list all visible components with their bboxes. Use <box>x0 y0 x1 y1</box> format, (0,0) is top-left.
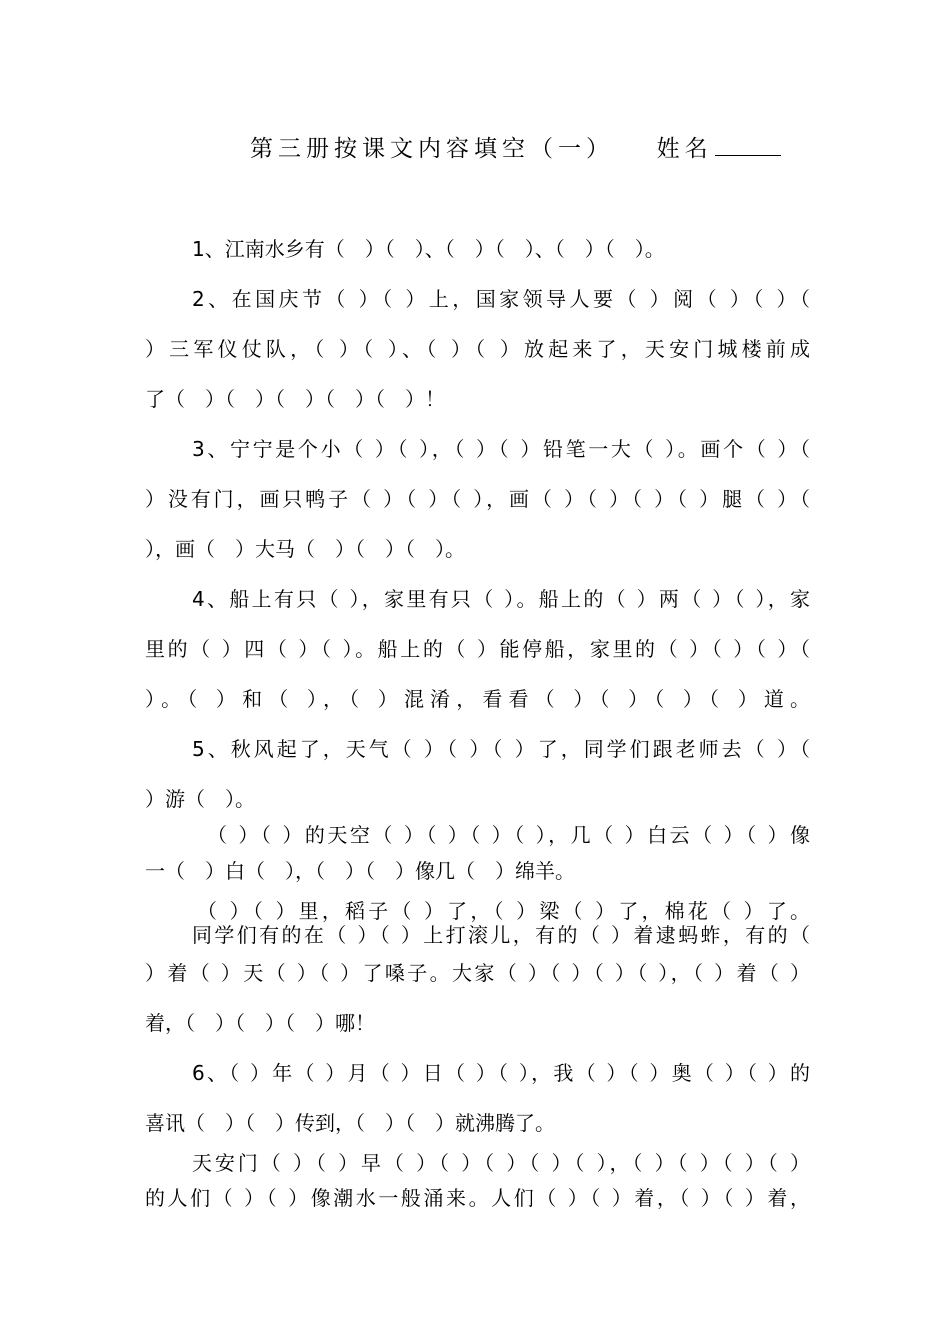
title-text: 第三册按课文内容填空（一） <box>250 136 614 162</box>
text-line: 的人们（ ）（ ）像潮水一般涌来。人们（ ）（ ）着，（ ）（ ）着， <box>145 1186 810 1210</box>
text-line: ）没有门，画只鸭子（ ）（ ）（ ），画（ ）（ ）（ ）（ ）腿（ ）（ <box>145 487 810 511</box>
text-line: 着，（ ）（ ）（ ）哪！ <box>145 1011 375 1035</box>
text-line: 一（ ）白（ ），（ ）（ ）像几（ ）绵羊。 <box>145 859 575 883</box>
text-line: （ ）（ ）里，稻子（ ）了，（ ）梁（ ）了，棉花（ ）了。 <box>197 899 810 923</box>
text-line: （ ）（ ）的天空（ ）（ ）（ ）（ ），几（ ）白云（ ）（ ）像 <box>207 823 810 847</box>
text-line: 6、（ ）年（ ）月（ ）日（ ）（ ），我（ ）（ ）奥（ ）（ ）的 <box>192 1061 810 1085</box>
text-line: 4、船上有只（ ），家里有只（ ）。船上的（ ）两（ ）（ ），家 <box>192 587 810 611</box>
text-line: 2、在国庆节（ ）（ ）上，国家领导人要（ ）阅（ ）（ ）（ <box>192 287 810 311</box>
text-line: 1、江南水乡有（ ）（ ）、（ ）（ ）、（ ）（ ）。 <box>192 237 665 261</box>
text-line: 天安门（ ）（ ）早（ ）（ ）（ ）（ ）（ ），（ ）（ ）（ ）（ ） <box>192 1151 810 1175</box>
text-line: ），画（ ）大马（ ）（ ）（ ）。 <box>145 537 465 561</box>
name-label: 姓名 <box>656 136 713 162</box>
text-line: 里的（ ）四（ ）（ ）。船上的（ ）能停船，家里的（ ）（ ）（ ）（ <box>145 637 810 661</box>
text-line: 3、宁宁是个小（ ）（ ），（ ）（ ）铅笔一大（ ）。画个（ ）（ <box>192 437 810 461</box>
text-line: 5、秋风起了，天气（ ）（ ）（ ）了，同学们跟老师去（ ）（ <box>192 737 810 761</box>
text-line: ）三军仪仗队，（ ）（ ）、（ ）（ ）放起来了，天安门城楼前成 <box>145 337 810 361</box>
page-title <box>250 130 781 163</box>
text-line: 喜讯（ ）（ ）传到，（ ）（ ）就沸腾了。 <box>145 1111 555 1135</box>
text-line: ）游（ ）。 <box>145 787 255 811</box>
text-line: ）着（ ）天（ ）（ ）了嗓子。大家（ ）（ ）（ ）（ ），（ ）着（ ） <box>145 961 810 985</box>
text-line: 了（ ）（ ）（ ）（ ）（ ）！ <box>145 387 445 411</box>
text-line: 同学们有的在（ ）（ ）上打滚儿，有的（ ）着逮蚂蚱，有的（ <box>192 923 810 947</box>
text-line: ）。（ ）和（ ），（ ）混淆，看看（ ）（ ）（ ）（ ）道。 <box>145 687 810 711</box>
name-blank-line <box>715 133 781 156</box>
